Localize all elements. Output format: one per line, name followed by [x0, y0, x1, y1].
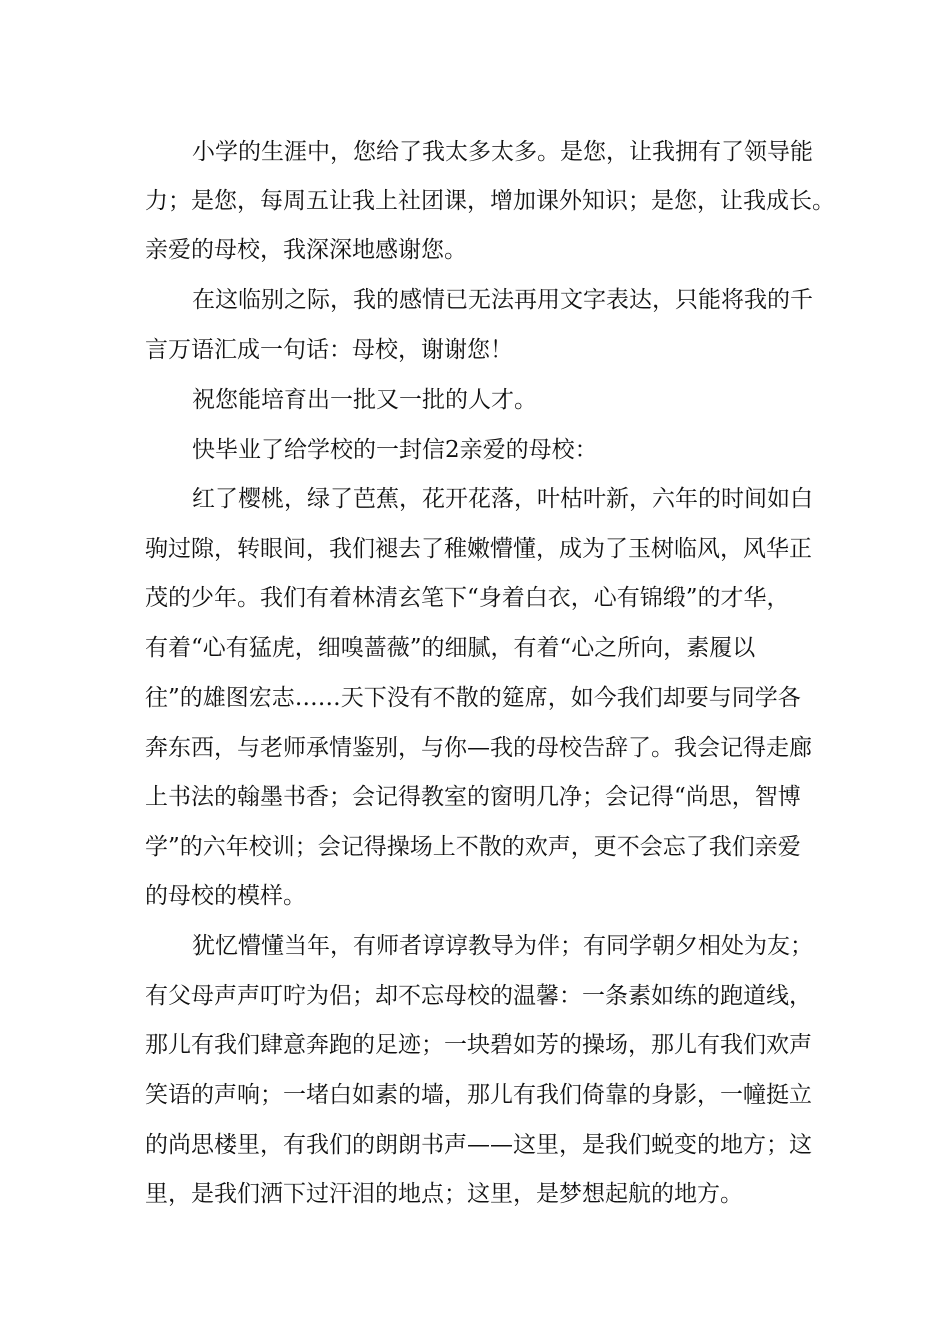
text-line: 犹忆懵懂当年，有师者谆谆教导为伴；有同学朝夕相处为友； — [192, 933, 813, 959]
text-line: 驹过隙，转眼间，我们褪去了稚嫩懵懂，成为了玉树临风，风华正 — [145, 536, 812, 562]
text-line: 的母校的模样。 — [145, 883, 306, 909]
text-line: 小学的生涯中，您给了我太多太多。是您，让我拥有了领导能 — [192, 139, 813, 165]
text-line: 那儿有我们肆意奔跑的足迹；一块碧如芳的操场，那儿有我们欢声 — [145, 1032, 812, 1058]
text-line: 茂的少年。我们有着林清玄笔下“身着白衣，心有锦缎”的才华， — [145, 585, 790, 611]
text-line: 往”的雄图宏志……天下没有不散的筵席，如今我们却要与同学各 — [145, 685, 801, 711]
text-line: 里，是我们洒下过汗泪的地点；这里，是梦想起航的地方。 — [145, 1181, 743, 1207]
text-line: 言万语汇成一句话：母校，谢谢您！ — [145, 337, 513, 363]
text-line: 亲爱的母校，我深深地感谢您。 — [145, 237, 467, 263]
text-line: 的尚思楼里，有我们的朗朗书声——这里，是我们蜕变的地方；这 — [145, 1132, 812, 1158]
text-line: 学”的六年校训；会记得操场上不散的欢声，更不会忘了我们亲爱 — [145, 834, 801, 860]
text-line: 快毕业了给学校的一封信2亲爱的母校： — [192, 437, 598, 463]
text-line: 红了樱桃，绿了芭蕉，花开花落，叶枯叶新，六年的时间如白 — [192, 486, 813, 512]
text-line: 祝您能培育出一批又一批的人才。 — [192, 387, 537, 413]
text-line: 有父母声声叮咛为侣；却不忘母校的温馨：一条素如练的跑道线， — [145, 983, 812, 1009]
text-line: 在这临别之际，我的感情已无法再用文字表达，只能将我的千 — [192, 287, 813, 313]
text-line: 奔东西，与老师承情鉴别，与你—我的母校告辞了。我会记得走廊 — [145, 735, 812, 761]
text-line: 力；是您，每周五让我上社团课，增加课外知识；是您，让我成长。 — [145, 188, 835, 214]
text-line: 笑语的声响；一堵白如素的墙，那儿有我们倚靠的身影，一幢挺立 — [145, 1082, 812, 1108]
text-line: 上书法的翰墨书香；会记得教室的窗明几净；会记得“尚思，智博 — [145, 784, 801, 810]
text-line: 有着“心有猛虎，细嗅蔷薇”的细腻，有着“心之所向，素履以 — [145, 635, 756, 661]
